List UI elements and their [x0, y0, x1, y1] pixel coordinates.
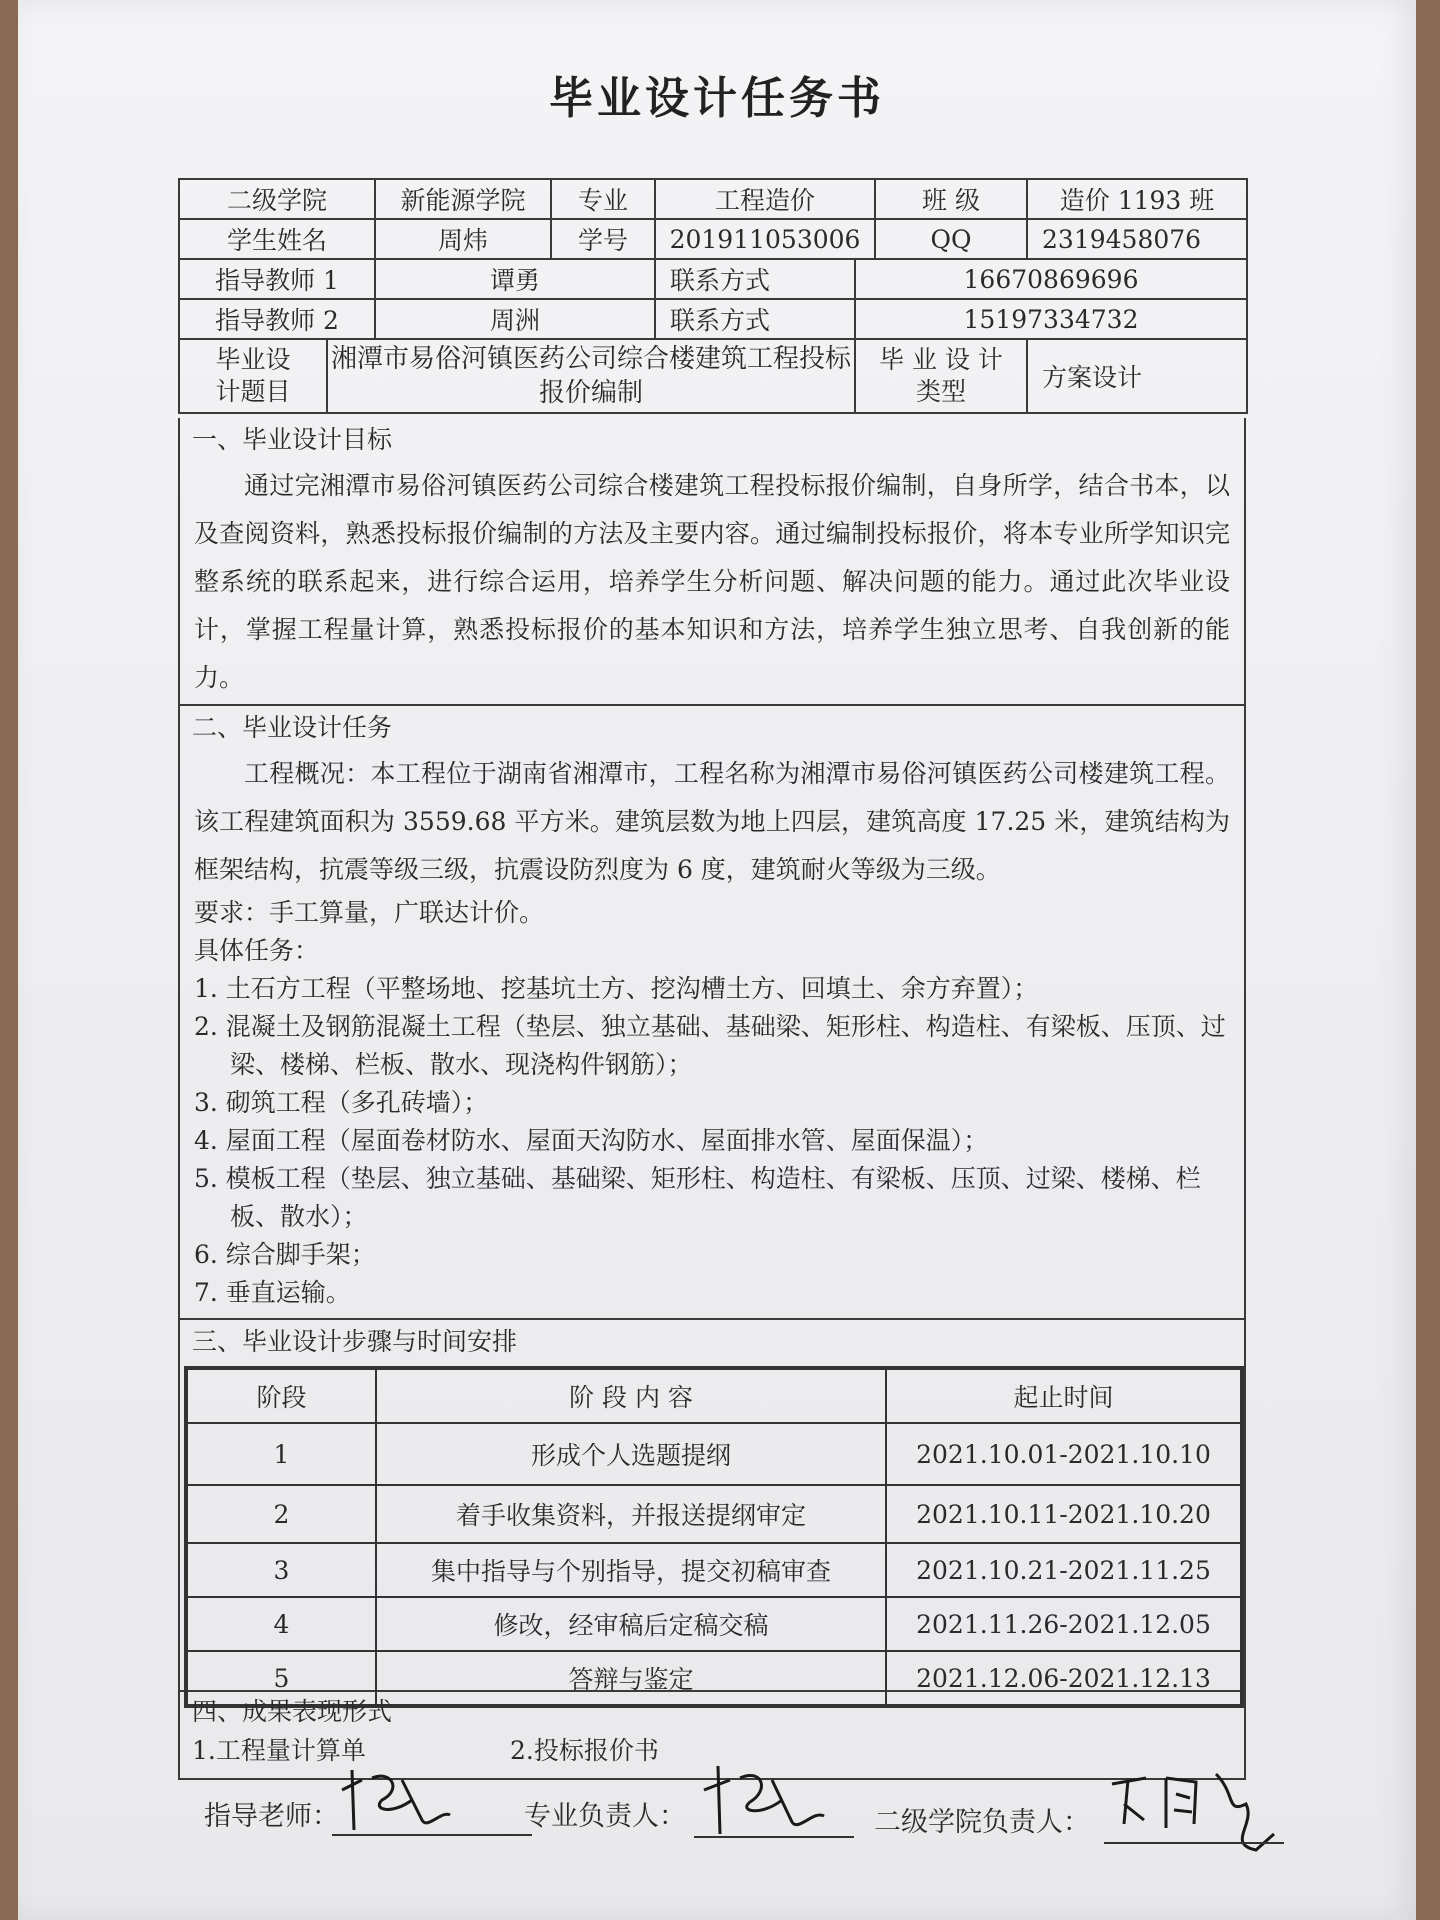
- project-overview: 工程概况：本工程位于湖南省湘潭市，工程名称为湘潭市易俗河镇医药公司楼建筑工程。该工程建筑面积为 3559.68 平方米。建筑层数为地上四层，建筑高度 17.25 米，建筑结构为框架结构，抗震等级三级，抗震设防烈度为 6 度，建筑耐火等级为三级。: [194, 759, 1230, 884]
- tasks-label: 具体任务：: [194, 936, 320, 965]
- contact1-label: 联系方式: [655, 259, 855, 299]
- schedule-table: [184, 1366, 1244, 1708]
- stage-number: 1: [186, 1423, 376, 1485]
- qq-value: 2319458076: [1027, 219, 1247, 259]
- major-head-signature: [696, 1758, 836, 1844]
- result-item-1: 1.工程量计算单: [192, 1736, 366, 1765]
- schedule-header-content: 阶 段 内 容: [376, 1368, 886, 1423]
- task-item: 3. 砌筑工程（多孔砖墙）；: [194, 1088, 489, 1117]
- section-tasks-title: 二、毕业设计任务: [192, 713, 393, 742]
- stage-content: 答辩与鉴定: [376, 1651, 886, 1706]
- section-schedule-title: 三、毕业设计步骤与时间安排: [192, 1327, 518, 1356]
- task-item: 4. 屋面工程（屋面卷材防水、屋面天沟防水、屋面排水管、屋面保温）；: [194, 1126, 989, 1155]
- major-label: 专业: [551, 179, 655, 219]
- contact1-value: 16670869696: [855, 259, 1247, 299]
- college-value: 新能源学院: [375, 179, 551, 219]
- teacher2-value: 周洲: [375, 299, 655, 339]
- contact2-label: 联系方式: [655, 299, 855, 339]
- stage-number: 3: [186, 1543, 376, 1597]
- contact2-value: 15197334732: [855, 299, 1247, 339]
- student-value: 周炜: [375, 219, 551, 259]
- section-results-title: 四、成果表现形式: [192, 1697, 393, 1726]
- task-item: 5. 模板工程（垫层、独立基础、基础梁、矩形柱、构造柱、有梁板、压顶、过梁、楼梯、栏板、散水）；: [194, 1164, 1201, 1231]
- task-item: 6. 综合脚手架；: [194, 1240, 376, 1269]
- stage-content: 集中指导与个别指导，提交初稿审查: [376, 1543, 886, 1597]
- task-item: 2. 混凝土及钢筋混凝土工程（垫层、独立基础、基础梁、矩形柱、构造柱、有梁板、压顶、过梁、楼梯、栏板、散水、现浇构件钢筋）；: [194, 1012, 1226, 1079]
- stage-time: 2021.10.01-2021.10.10: [886, 1423, 1242, 1485]
- stage-time: 2021.10.21-2021.11.25: [886, 1543, 1242, 1597]
- topic-value: 湘潭市易俗河镇医药公司综合楼建筑工程投标报价编制: [327, 339, 855, 413]
- stage-number: 4: [186, 1597, 376, 1651]
- teacher1-label: 指导教师 1: [179, 259, 375, 299]
- teacher-signature: [332, 1760, 462, 1840]
- major-value: 工程造价: [655, 179, 875, 219]
- stage-content: 修改，经审稿后定稿交稿: [376, 1597, 886, 1651]
- schedule-header-time: 起止时间: [886, 1368, 1242, 1423]
- type-value: 方案设计: [1027, 339, 1247, 413]
- stage-content: 形成个人选题提纲: [376, 1423, 886, 1485]
- table-row: [186, 1597, 1242, 1651]
- result-item-2: 2.投标报价书: [510, 1736, 659, 1765]
- document-page: [18, 0, 1416, 1920]
- id-label: 学号: [551, 219, 655, 259]
- task-item: 1. 土石方工程（平整场地、挖基坑土方、挖沟槽土方、回填土、余方弃置）；: [194, 974, 1039, 1003]
- table-row: [186, 1485, 1242, 1543]
- section-goals-title: 一、毕业设计目标: [192, 425, 393, 454]
- task-item: 7. 垂直运输。: [194, 1278, 351, 1307]
- qq-label: QQ: [875, 219, 1027, 259]
- class-value: 造价 1193 班: [1027, 179, 1247, 219]
- teacher-signature-label: 指导老师：: [204, 1801, 339, 1832]
- document-title: 毕业设计任务书: [549, 73, 885, 124]
- section-goals-text: 通过完湘潭市易俗河镇医药公司综合楼建筑工程投标报价编制，自身所学，结合书本，以及查阅资料，熟悉投标报价编制的方法及主要内容。通过编制投标报价，将本专业所学知识完整系统的联系起来，进行综合运用，培养学生分析问题、解决问题的能力。通过此次毕业设计，掌握工程量计算，熟悉投标报价的基本知识和方法，培养学生独立思考、自我创新的能力。: [194, 471, 1230, 692]
- topic-label: 毕业设计题目: [179, 339, 327, 413]
- stage-time: 2021.11.26-2021.12.05: [886, 1597, 1242, 1651]
- schedule-header-stage: 阶段: [186, 1368, 376, 1423]
- stage-number: 2: [186, 1485, 376, 1543]
- info-table: [178, 178, 1248, 414]
- college-head-signature-label: 二级学院负责人：: [874, 1807, 1090, 1838]
- table-row: [186, 1423, 1242, 1485]
- class-label: 班 级: [875, 179, 1027, 219]
- student-label: 学生姓名: [179, 219, 375, 259]
- id-value: 201911053006: [655, 219, 875, 259]
- requirement: 要求：手工算量，广联达计价。: [194, 898, 545, 927]
- major-head-signature-label: 专业负责人：: [524, 1801, 686, 1832]
- table-row: [186, 1543, 1242, 1597]
- section-tasks: [178, 706, 1246, 1320]
- teacher2-label: 指导教师 2: [179, 299, 375, 339]
- stage-time: 2021.12.06-2021.12.13: [886, 1651, 1242, 1706]
- type-label: 毕 业 设 计类型: [855, 339, 1027, 413]
- stage-time: 2021.10.11-2021.10.20: [886, 1485, 1242, 1543]
- stage-number: 5: [186, 1651, 376, 1706]
- teacher1-value: 谭勇: [375, 259, 655, 299]
- section-goals: [178, 418, 1246, 706]
- college-label: 二级学院: [179, 179, 375, 219]
- stage-content: 着手收集资料，并报送提纲审定: [376, 1485, 886, 1543]
